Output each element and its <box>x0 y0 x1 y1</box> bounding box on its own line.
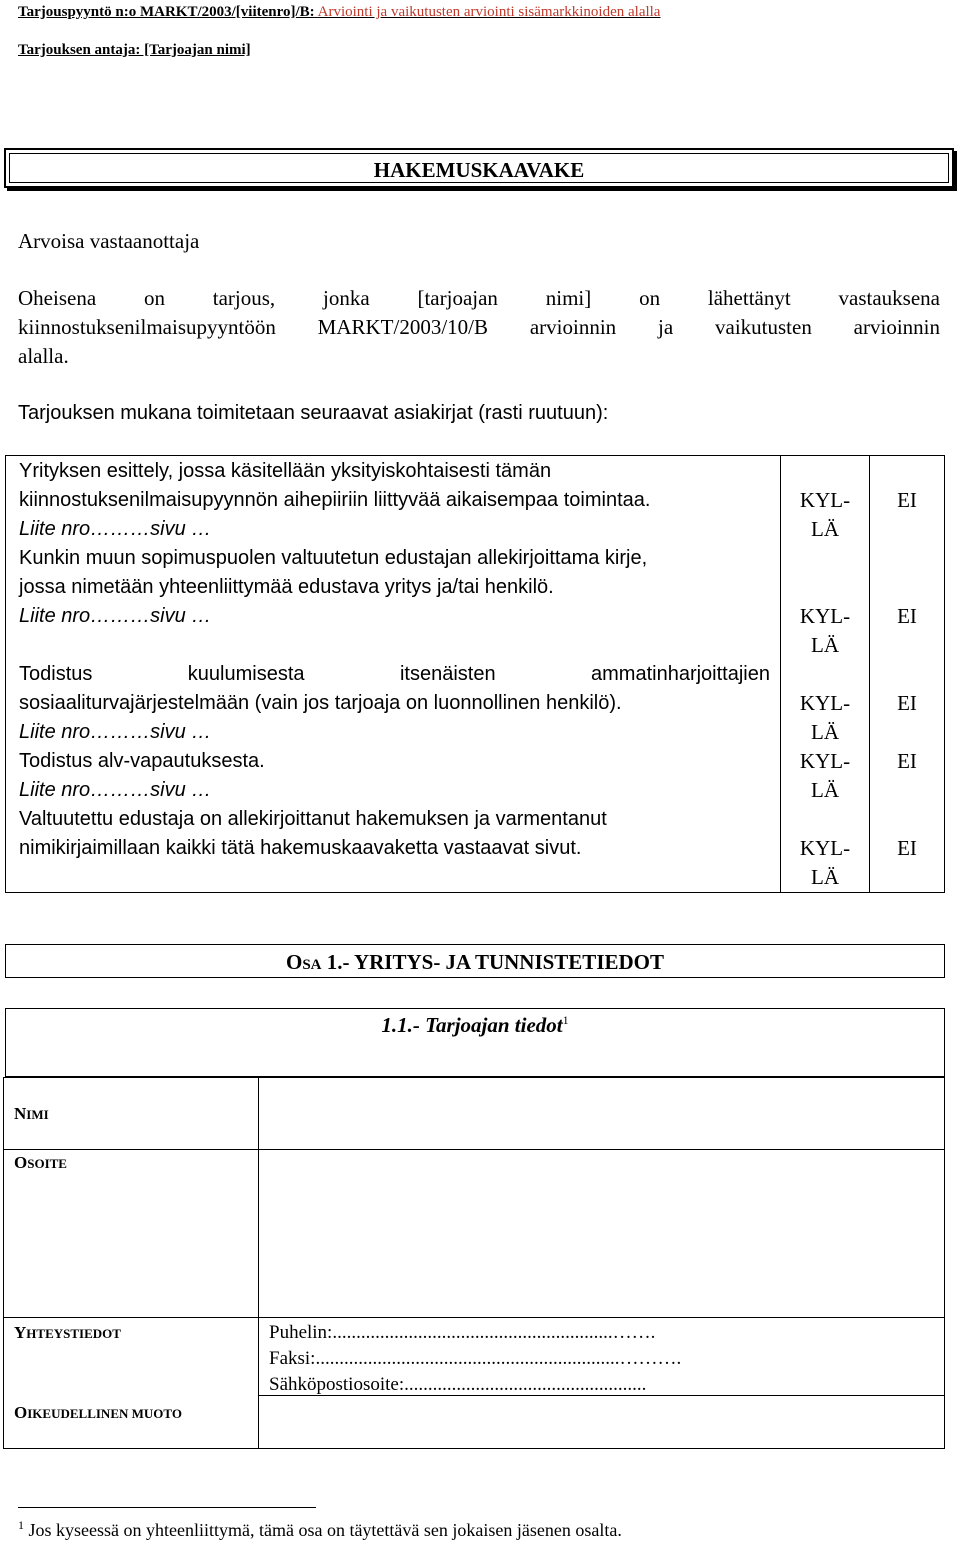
footnote-text: Jos kyseessä on yhteenliittymä, tämä osa on täytettävä sen jokaisen jäsenen osalta. <box>24 1520 622 1540</box>
address-label: OSOITE <box>4 1150 259 1318</box>
document-item-1-line2: kiinnostuksenilmaisupyynnön aihepiiriin liittyvää aikaisempaa toimintaa. <box>19 489 651 511</box>
tenderer-info-table <box>3 1077 945 1449</box>
document-item-5-no[interactable]: EI <box>870 805 945 893</box>
email-field[interactable]: Sähköpostiosoite:................................................... <box>269 1374 647 1395</box>
header-subject: Arviointi ja vaikutusten arviointi sisämarkkinoiden alalla <box>317 4 661 20</box>
contact-legal-labels <box>4 1318 259 1449</box>
document-item-1 <box>6 456 781 545</box>
document-item-1-no[interactable]: EI <box>870 456 945 545</box>
document-item-3-yes[interactable]: KYL-LÄ <box>781 660 870 747</box>
document-item-2-line1: Kunkin muun sopimuspuolen valtuutetun edustajan allekirjoittama kirje, <box>19 547 648 569</box>
document-item-1-ref: Liite nro………sivu … <box>19 518 212 540</box>
document-item-3-line2: sosiaaliturvajärjestelmään (vain jos tarjoaja on luonnollinen henkilö). <box>19 692 622 714</box>
fax-field[interactable]: Faksi:................................................................………. <box>269 1348 682 1369</box>
document-item-1-line1: Yrityksen esittely, jossa käsitellään yksityiskohtaisesti tämän <box>19 460 552 482</box>
document-item-3 <box>6 660 781 747</box>
document-item-1-yes[interactable]: KYL-LÄ <box>781 456 870 545</box>
document-item-3-line1: Todistus kuulumisesta itsenäisten ammatinharjoittajien <box>19 663 770 685</box>
document-item-2-yes[interactable]: KYL-LÄ <box>781 544 870 660</box>
name-field[interactable] <box>259 1078 945 1150</box>
document-item-5-line2: nimikirjaimillaan kaikki tätä hakemuskaavaketta vastaavat sivut. <box>19 837 582 859</box>
subsection-heading <box>5 1008 945 1077</box>
name-label: NIMI <box>4 1078 259 1150</box>
documents-intro: Tarjouksen mukana toimitetaan seuraavat asiakirjat (rasti ruutuun): <box>18 402 609 424</box>
legal-form-label: OIKEUDELLINEN MUOTO <box>14 1403 182 1422</box>
header-tenderer: Tarjouksen antaja: [Tarjoajan nimi] <box>18 42 251 58</box>
document-item-4-yes[interactable]: KYL-LÄ <box>781 747 870 805</box>
documents-table <box>5 455 945 893</box>
document-item-4 <box>6 747 781 805</box>
form-title-box <box>4 148 954 188</box>
document-item-3-no[interactable]: EI <box>870 660 945 747</box>
document-item-4-line1: Todistus alv-vapautuksesta. <box>19 750 265 772</box>
intro-line-3: alalla. <box>18 344 69 368</box>
document-item-2-line2: jossa nimetään yhteenliittymää edustava yritys ja/tai henkilö. <box>19 576 554 598</box>
document-item-2 <box>6 544 781 660</box>
footnote-reference: 1 <box>562 1013 569 1027</box>
intro-line-2: kiinnostuksenilmaisupyyntöön MARKT/2003/10/B arvioinnin ja vaikutusten arvioinnin <box>18 315 940 339</box>
document-header <box>18 4 660 21</box>
section-heading: OSA 1.- YRITYS- JA TUNNISTETIEDOT <box>5 944 945 978</box>
footnote-separator <box>18 1507 316 1508</box>
form-title: HAKEMUSKAAVAKE <box>9 153 949 183</box>
document-item-4-no[interactable]: EI <box>870 747 945 805</box>
intro-line-1: Oheisena on tarjous, jonka [tarjoajan nimi] on lähettänyt vastauksena <box>18 286 940 310</box>
footnote <box>18 1518 622 1541</box>
contact-field <box>259 1318 945 1449</box>
document-item-5 <box>6 805 781 893</box>
contact-label: YHTEYSTIEDOT <box>14 1323 121 1342</box>
footnote-mark: 1 <box>18 1518 24 1532</box>
document-item-5-line1: Valtuutettu edustaja on allekirjoittanut hakemuksen ja varmentanut <box>19 808 607 830</box>
phone-field[interactable]: Puhelin:...........................................................……. <box>269 1322 656 1343</box>
address-field[interactable] <box>259 1150 945 1318</box>
subsection-title: 1.1.- Tarjoajan tiedot <box>381 1013 563 1037</box>
salutation: Arvoisa vastaanottaja <box>18 229 200 253</box>
document-item-3-ref: Liite nro………sivu … <box>19 721 212 743</box>
header-reference: Tarjouspyyntö n:o MARKT/2003/[viitenro]/B: <box>18 4 315 20</box>
document-item-2-no[interactable]: EI <box>870 544 945 660</box>
document-item-5-yes[interactable]: KYL-LÄ <box>781 805 870 893</box>
document-item-2-ref: Liite nro………sivu … <box>19 605 212 627</box>
document-item-4-ref: Liite nro………sivu … <box>19 779 212 801</box>
